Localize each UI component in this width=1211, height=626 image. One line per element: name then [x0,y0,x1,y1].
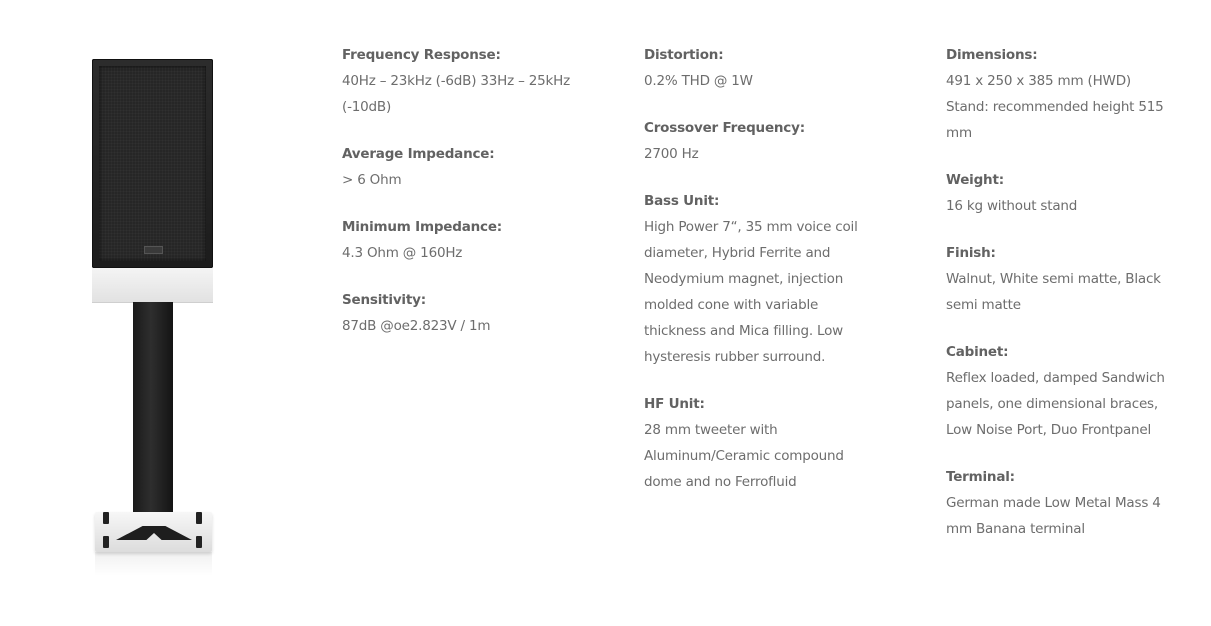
spec-label: Cabinet: [946,344,1009,360]
spec-value: High Power 7“, 35 mm voice coil diameter, Hybrid Ferrite and Neodymium magnet, injection molded cone with variable thickness and Mica filling. Low hysteresis rubber surround. [644,219,858,365]
spec-hf-unit [644,391,864,495]
spec-value: German made Low Metal Mass 4 mm Banana terminal [946,495,1161,537]
spec-value: 0.2% THD @ 1W [644,73,753,89]
spec-distortion [644,42,864,94]
stand-reflection [95,552,212,576]
spec-cabinet [946,339,1172,443]
stand-column [133,302,173,542]
stand-spike [103,512,109,524]
spec-column-1 [342,42,574,360]
spec-label: Minimum Impedance: [342,219,502,235]
spec-label: Dimensions: [946,47,1038,63]
spec-sensitivity [342,287,574,339]
speaker-logo [144,246,163,254]
spec-value: 28 mm tweeter with Aluminum/Ceramic compound dome and no Ferrofluid [644,422,844,490]
spec-label: Bass Unit: [644,193,720,209]
spec-label: HF Unit: [644,396,705,412]
speaker-grille [99,66,206,261]
spec-value: 491 x 250 x 385 mm (HWD) Stand: recommended height 515 mm [946,73,1164,141]
spec-label: Crossover Frequency: [644,120,805,136]
spec-dimensions [946,42,1172,146]
spec-bass-unit [644,188,864,370]
spec-value: 2700 Hz [644,146,699,162]
speaker-base [92,268,213,303]
spec-finish [946,240,1172,318]
spec-frequency-response [342,42,574,120]
spec-label: Finish: [946,245,996,261]
spec-label: Distortion: [644,47,724,63]
stand-spike [196,536,202,548]
spec-weight [946,167,1172,219]
spec-label: Average Impedance: [342,146,495,162]
spec-value: 40Hz – 23kHz (-6dB) 33Hz – 25kHz (-10dB) [342,73,570,115]
spec-value: > 6 Ohm [342,172,402,188]
spec-value: 4.3 Ohm @ 160Hz [342,245,463,261]
spec-crossover-frequency [644,115,864,167]
spec-value: 16 kg without stand [946,198,1078,214]
spec-label: Terminal: [946,469,1015,485]
spec-value: Walnut, White semi matte, Black semi matte [946,271,1161,313]
spec-label: Frequency Response: [342,47,501,63]
stand-spike [103,536,109,548]
stand-spike [196,512,202,524]
spec-value: 87dB @oe2.823V / 1m [342,318,491,334]
speaker-cabinet [92,59,213,268]
spec-minimum-impedance [342,214,574,266]
spec-column-3 [946,42,1172,563]
spec-label: Sensitivity: [342,292,426,308]
spec-terminal [946,464,1172,542]
spec-average-impedance [342,141,574,193]
spec-label: Weight: [946,172,1004,188]
product-image [88,56,220,580]
spec-column-2 [644,42,864,516]
spec-value: Reflex loaded, damped Sandwich panels, one dimensional braces, Low Noise Port, Duo Frontpanel [946,370,1165,438]
